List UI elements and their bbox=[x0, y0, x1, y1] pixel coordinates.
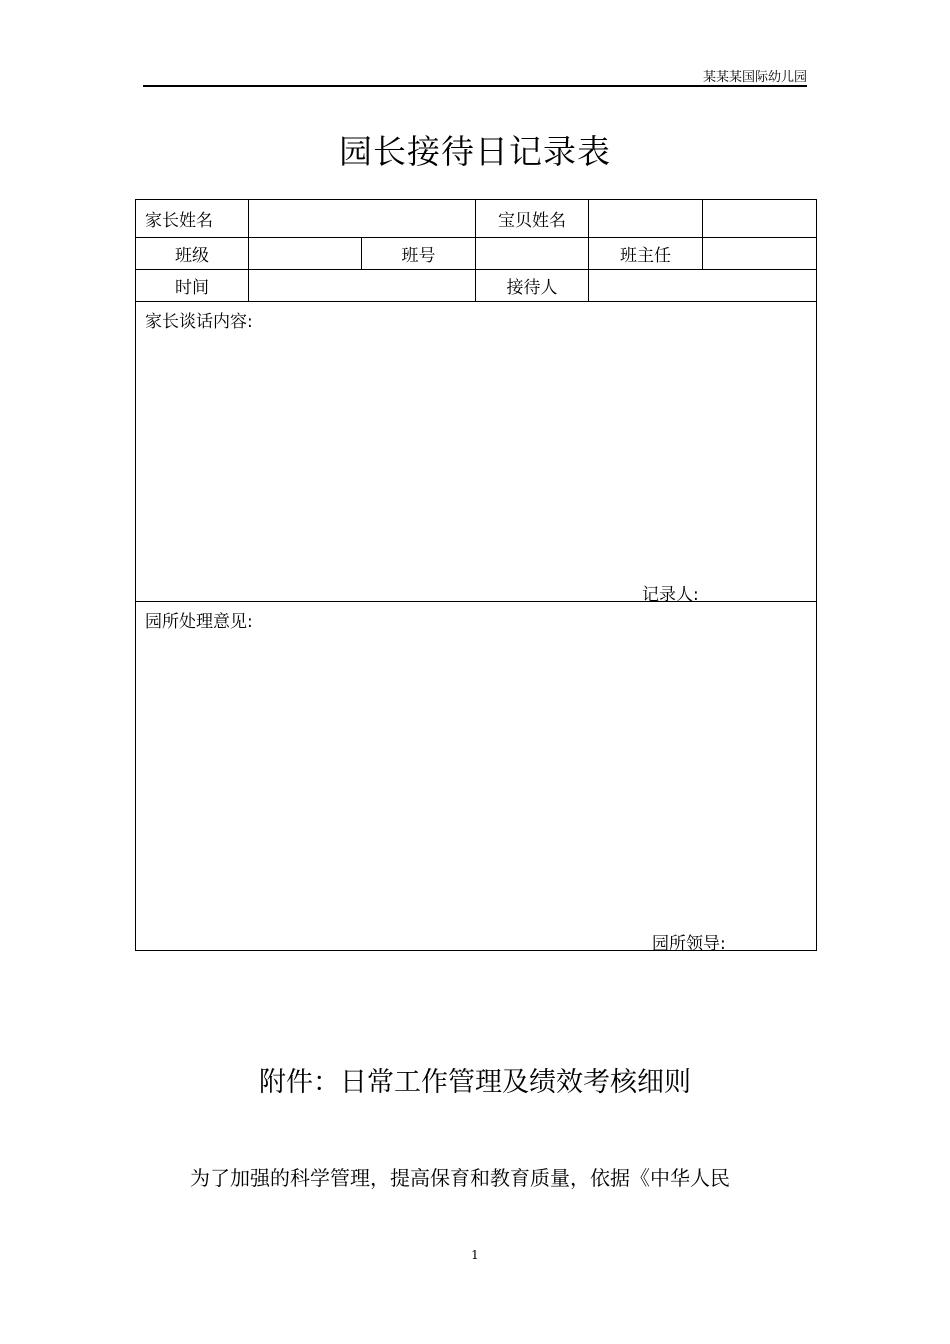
baby-name-label: 宝贝姓名 bbox=[476, 200, 589, 238]
recorder-label: 记录人: bbox=[642, 585, 699, 605]
header-rule bbox=[143, 85, 807, 87]
parent-name-label: 家长姓名 bbox=[136, 200, 249, 238]
body-paragraph: 为了加强的科学管理，提高保育和教育质量，依据《中华人民 bbox=[190, 1166, 730, 1190]
time-label: 时间 bbox=[136, 270, 249, 302]
baby-name-field[interactable] bbox=[589, 200, 703, 238]
head-teacher-field[interactable] bbox=[703, 238, 817, 270]
talk-content-area[interactable] bbox=[136, 302, 817, 605]
receptionist-field[interactable] bbox=[589, 270, 817, 302]
opinion-area[interactable] bbox=[136, 602, 817, 954]
leader-label: 园所领导: bbox=[652, 934, 726, 954]
reception-form-table bbox=[135, 199, 817, 954]
class-field[interactable] bbox=[249, 238, 362, 270]
class-no-label: 班号 bbox=[362, 238, 476, 270]
receptionist-label: 接待人 bbox=[476, 270, 589, 302]
page-number: 1 bbox=[471, 1248, 479, 1262]
time-field[interactable] bbox=[249, 270, 476, 302]
parent-name-field[interactable] bbox=[249, 200, 476, 238]
class-no-field[interactable] bbox=[476, 238, 589, 270]
head-teacher-label: 班主任 bbox=[589, 238, 703, 270]
page-title: 园长接待日记录表 bbox=[339, 132, 611, 171]
appendix-title: 附件：日常工作管理及绩效考核细则 bbox=[259, 1067, 691, 1098]
opinion-label: 园所处理意见: bbox=[145, 612, 253, 632]
class-label: 班级 bbox=[136, 238, 249, 270]
header-org-name: 某某某国际幼儿园 bbox=[702, 70, 807, 85]
baby-name-extra-field[interactable] bbox=[703, 200, 817, 238]
talk-content-label: 家长谈话内容: bbox=[145, 312, 253, 332]
